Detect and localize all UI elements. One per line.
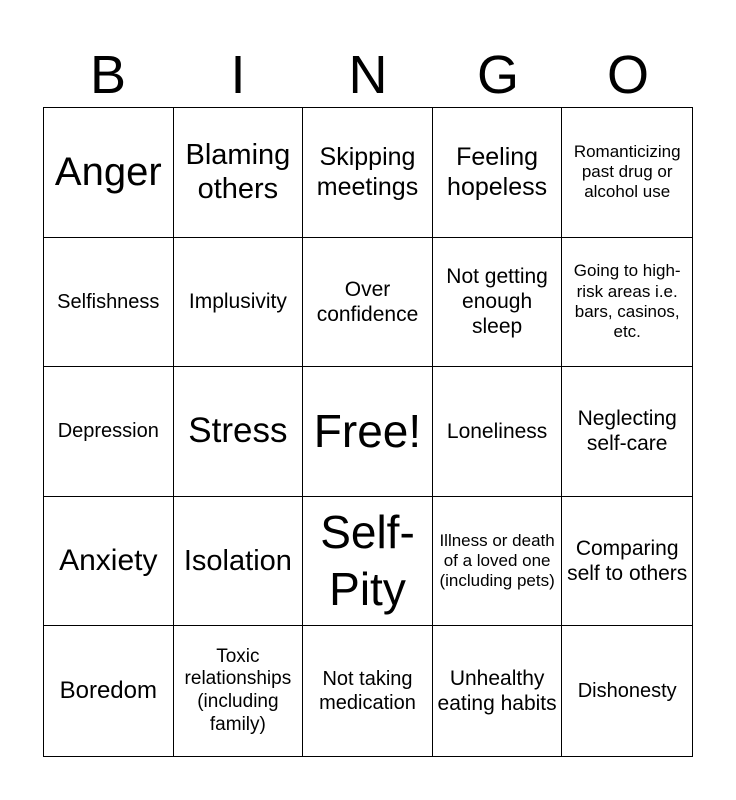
bingo-cell-romanticizing[interactable]: Romanticizing past drug or alcohol use (562, 108, 692, 238)
bingo-cell-anger[interactable]: Anger (44, 108, 174, 238)
header-letter-n: N (348, 45, 388, 105)
bingo-cell-boredom[interactable]: Boredom (44, 626, 174, 756)
bingo-cell-selfishness[interactable]: Selfishness (44, 238, 174, 368)
bingo-cell-not-getting-enough-sleep[interactable]: Not getting enough sleep (433, 238, 563, 368)
bingo-cell-toxic-relationships[interactable]: Toxic relationships (including family) (174, 626, 304, 756)
bingo-cell-loneliness[interactable]: Loneliness (433, 367, 563, 497)
bingo-cell-dishonesty[interactable]: Dishonesty (577, 680, 677, 703)
bingo-cell-going-to-high-risk-areas[interactable]: Going to high-risk areas i.e. bars, casinos, etc. (562, 238, 692, 368)
header-letter-o: O (606, 45, 649, 105)
bingo-cell-self-pity[interactable]: Self-Pity (303, 497, 433, 627)
bingo-cell-over-confidence[interactable]: Over confidence (303, 238, 433, 368)
bingo-cell-skipping-meetings[interactable]: Skipping meetings (303, 108, 433, 238)
bingo-cell-implusivity[interactable]: Implusivity (174, 238, 304, 368)
bingo-cell-free[interactable]: Free! (303, 367, 433, 497)
bingo-cell-feeling-hopeless[interactable]: Feeling hopeless (433, 108, 563, 238)
header-letter-g: G (476, 45, 519, 105)
bingo-cell-illness-or-death[interactable]: Illness or death of a loved one (including pets) (433, 497, 563, 627)
bingo-cell-anxiety[interactable]: Anxiety (44, 497, 174, 627)
bingo-cell-neglecting-self-care[interactable]: Neglecting self-care (562, 367, 692, 497)
bingo-cell-isolation[interactable]: Isolation (174, 497, 304, 627)
bingo-cell-depression[interactable]: Depression (44, 367, 174, 497)
bingo-cell-blaming-others[interactable]: Blaming others (174, 108, 304, 238)
header-letter-b: B (89, 45, 127, 105)
bingo-cell-comparing-self-to-others[interactable]: Comparing self to others (562, 497, 692, 627)
header-letter-i: I (230, 45, 246, 105)
bingo-header (43, 42, 693, 108)
bingo-cell-unhealthy-eating-habits[interactable]: Unhealthy eating habits (433, 626, 563, 756)
bingo-cell-not-taking-medication[interactable]: Not taking medication (303, 626, 433, 756)
bingo-cell-stress[interactable]: Stress (174, 367, 304, 497)
bingo-board (43, 107, 693, 757)
